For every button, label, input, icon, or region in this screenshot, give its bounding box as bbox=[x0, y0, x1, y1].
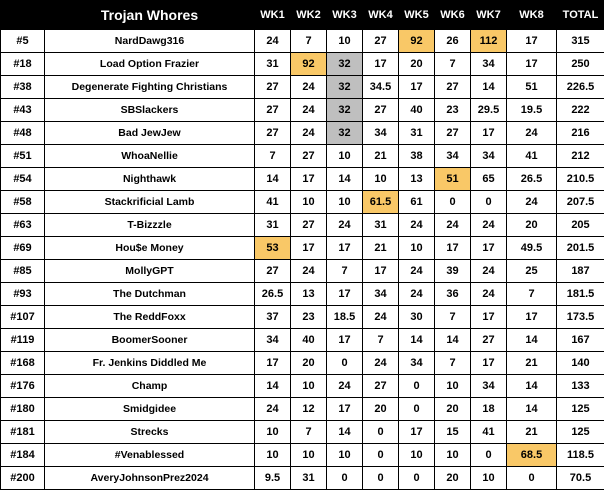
table-row bbox=[1, 467, 604, 490]
week-score-cell: 24 bbox=[363, 306, 399, 329]
table-row bbox=[1, 214, 604, 237]
week-score-cell: 17 bbox=[255, 352, 291, 375]
week-score-cell: 37 bbox=[255, 306, 291, 329]
week-score-cell: 17 bbox=[471, 352, 507, 375]
rank-cell: #119 bbox=[1, 329, 45, 352]
week-score-cell: 34 bbox=[435, 145, 471, 168]
table-row bbox=[1, 421, 604, 444]
week-score-cell: 27 bbox=[255, 260, 291, 283]
week-score-cell: 14 bbox=[399, 329, 435, 352]
table-row bbox=[1, 398, 604, 421]
week-score-cell: 17 bbox=[327, 237, 363, 260]
week-score-cell: 0 bbox=[435, 191, 471, 214]
week-score-cell: 10 bbox=[291, 375, 327, 398]
table-row bbox=[1, 53, 604, 76]
table-row bbox=[1, 237, 604, 260]
team-name-cell: Champ bbox=[45, 375, 255, 398]
table-row bbox=[1, 306, 604, 329]
week-score-cell: 7 bbox=[507, 283, 557, 306]
week-score-cell: 20 bbox=[363, 398, 399, 421]
week-score-cell: 0 bbox=[507, 467, 557, 490]
week-score-cell: 65 bbox=[471, 168, 507, 191]
week-score-cell: 20 bbox=[507, 214, 557, 237]
week-score-cell: 34 bbox=[471, 145, 507, 168]
team-name-cell: T-Bizzzle bbox=[45, 214, 255, 237]
table-row bbox=[1, 99, 604, 122]
week-score-cell: 31 bbox=[363, 214, 399, 237]
week-score-cell: 51 bbox=[507, 76, 557, 99]
standings-body bbox=[1, 30, 604, 490]
week-score-cell: 41 bbox=[255, 191, 291, 214]
week-header: WK2 bbox=[291, 1, 327, 30]
total-cell: 181.5 bbox=[557, 283, 604, 306]
rank-cell: #200 bbox=[1, 467, 45, 490]
total-cell: 133 bbox=[557, 375, 604, 398]
rank-cell: #168 bbox=[1, 352, 45, 375]
total-cell: 315 bbox=[557, 30, 604, 53]
week-score-cell: 7 bbox=[327, 260, 363, 283]
week-score-cell: 24 bbox=[471, 283, 507, 306]
total-cell: 125 bbox=[557, 421, 604, 444]
week-score-cell: 7 bbox=[291, 421, 327, 444]
week-score-cell: 20 bbox=[435, 398, 471, 421]
week-score-cell: 19.5 bbox=[507, 99, 557, 122]
week-score-cell: 17 bbox=[507, 30, 557, 53]
table-row bbox=[1, 168, 604, 191]
week-score-cell: 10 bbox=[471, 467, 507, 490]
rank-cell: #180 bbox=[1, 398, 45, 421]
rank-cell: #5 bbox=[1, 30, 45, 53]
week-score-cell: 32 bbox=[327, 53, 363, 76]
week-score-cell: 34 bbox=[255, 329, 291, 352]
week-score-cell: 10 bbox=[291, 444, 327, 467]
week-score-cell: 9.5 bbox=[255, 467, 291, 490]
week-score-cell: 17 bbox=[507, 53, 557, 76]
rank-cell: #181 bbox=[1, 421, 45, 444]
total-header: TOTAL bbox=[557, 1, 604, 30]
week-score-cell: 15 bbox=[435, 421, 471, 444]
week-score-cell: 68.5 bbox=[507, 444, 557, 467]
week-score-cell: 27 bbox=[471, 329, 507, 352]
week-score-cell: 27 bbox=[435, 76, 471, 99]
team-name-cell: The ReddFoxx bbox=[45, 306, 255, 329]
week-score-cell: 20 bbox=[291, 352, 327, 375]
table-row bbox=[1, 375, 604, 398]
week-score-cell: 17 bbox=[327, 329, 363, 352]
week-score-cell: 31 bbox=[291, 467, 327, 490]
total-cell: 187 bbox=[557, 260, 604, 283]
team-name-cell: The Dutchman bbox=[45, 283, 255, 306]
week-score-cell: 14 bbox=[255, 168, 291, 191]
week-score-cell: 14 bbox=[327, 421, 363, 444]
rank-cell: #58 bbox=[1, 191, 45, 214]
week-score-cell: 27 bbox=[291, 145, 327, 168]
week-score-cell: 24 bbox=[291, 122, 327, 145]
team-name-cell: WhoaNellie bbox=[45, 145, 255, 168]
week-score-cell: 14 bbox=[507, 398, 557, 421]
week-score-cell: 29.5 bbox=[471, 99, 507, 122]
week-score-cell: 17 bbox=[363, 53, 399, 76]
total-cell: 70.5 bbox=[557, 467, 604, 490]
week-score-cell: 34 bbox=[471, 53, 507, 76]
week-score-cell: 17 bbox=[435, 237, 471, 260]
week-score-cell: 0 bbox=[471, 191, 507, 214]
week-score-cell: 92 bbox=[291, 53, 327, 76]
rank-cell: #93 bbox=[1, 283, 45, 306]
header-row bbox=[1, 1, 604, 30]
week-score-cell: 0 bbox=[327, 352, 363, 375]
rank-cell: #54 bbox=[1, 168, 45, 191]
team-name-cell: Hou$e Money bbox=[45, 237, 255, 260]
week-score-cell: 17 bbox=[327, 398, 363, 421]
week-score-cell: 34 bbox=[363, 283, 399, 306]
week-score-cell: 23 bbox=[435, 99, 471, 122]
total-cell: 207.5 bbox=[557, 191, 604, 214]
week-score-cell: 21 bbox=[507, 352, 557, 375]
week-score-cell: 14 bbox=[255, 375, 291, 398]
total-cell: 201.5 bbox=[557, 237, 604, 260]
week-score-cell: 51 bbox=[435, 168, 471, 191]
rank-cell: #85 bbox=[1, 260, 45, 283]
week-score-cell: 31 bbox=[255, 214, 291, 237]
week-score-cell: 34.5 bbox=[363, 76, 399, 99]
week-score-cell: 14 bbox=[507, 329, 557, 352]
rank-cell: #51 bbox=[1, 145, 45, 168]
total-cell: 222 bbox=[557, 99, 604, 122]
week-score-cell: 17 bbox=[327, 283, 363, 306]
week-score-cell: 24 bbox=[399, 260, 435, 283]
team-name-cell: SBSlackers bbox=[45, 99, 255, 122]
week-score-cell: 27 bbox=[435, 122, 471, 145]
rank-cell: #38 bbox=[1, 76, 45, 99]
week-score-cell: 24 bbox=[399, 283, 435, 306]
week-header: WK7 bbox=[471, 1, 507, 30]
week-score-cell: 13 bbox=[399, 168, 435, 191]
rank-cell: #107 bbox=[1, 306, 45, 329]
week-score-cell: 17 bbox=[471, 306, 507, 329]
week-score-cell: 49.5 bbox=[507, 237, 557, 260]
week-score-cell: 10 bbox=[435, 375, 471, 398]
week-score-cell: 24 bbox=[507, 122, 557, 145]
week-score-cell: 27 bbox=[255, 122, 291, 145]
table-row bbox=[1, 283, 604, 306]
week-score-cell: 24 bbox=[327, 375, 363, 398]
total-cell: 226.5 bbox=[557, 76, 604, 99]
table-row bbox=[1, 352, 604, 375]
week-score-cell: 7 bbox=[363, 329, 399, 352]
team-name-cell: NardDawg316 bbox=[45, 30, 255, 53]
week-score-cell: 0 bbox=[363, 421, 399, 444]
week-score-cell: 27 bbox=[255, 76, 291, 99]
week-score-cell: 17 bbox=[363, 260, 399, 283]
week-score-cell: 18 bbox=[471, 398, 507, 421]
total-cell: 167 bbox=[557, 329, 604, 352]
week-score-cell: 32 bbox=[327, 99, 363, 122]
week-score-cell: 17 bbox=[471, 237, 507, 260]
rank-cell: #69 bbox=[1, 237, 45, 260]
week-score-cell: 112 bbox=[471, 30, 507, 53]
week-score-cell: 23 bbox=[291, 306, 327, 329]
week-score-cell: 21 bbox=[507, 421, 557, 444]
total-cell: 125 bbox=[557, 398, 604, 421]
week-score-cell: 7 bbox=[435, 306, 471, 329]
week-score-cell: 26.5 bbox=[507, 168, 557, 191]
week-score-cell: 24 bbox=[399, 214, 435, 237]
week-score-cell: 24 bbox=[435, 214, 471, 237]
total-cell: 205 bbox=[557, 214, 604, 237]
week-score-cell: 40 bbox=[291, 329, 327, 352]
team-name-cell: Load Option Frazier bbox=[45, 53, 255, 76]
week-score-cell: 0 bbox=[327, 467, 363, 490]
week-score-cell: 21 bbox=[363, 237, 399, 260]
team-name-cell: MollyGPT bbox=[45, 260, 255, 283]
week-score-cell: 53 bbox=[255, 237, 291, 260]
team-name-cell: Bad JewJew bbox=[45, 122, 255, 145]
week-score-cell: 20 bbox=[399, 53, 435, 76]
week-score-cell: 18.5 bbox=[327, 306, 363, 329]
week-score-cell: 24 bbox=[327, 214, 363, 237]
table-row bbox=[1, 444, 604, 467]
team-name-cell: BoomerSooner bbox=[45, 329, 255, 352]
week-score-cell: 17 bbox=[291, 237, 327, 260]
week-score-cell: 38 bbox=[399, 145, 435, 168]
table-row bbox=[1, 260, 604, 283]
week-score-cell: 24 bbox=[471, 260, 507, 283]
week-score-cell: 17 bbox=[399, 421, 435, 444]
week-score-cell: 27 bbox=[363, 99, 399, 122]
week-score-cell: 0 bbox=[399, 375, 435, 398]
week-score-cell: 30 bbox=[399, 306, 435, 329]
week-score-cell: 24 bbox=[507, 191, 557, 214]
week-score-cell: 40 bbox=[399, 99, 435, 122]
week-header: WK4 bbox=[363, 1, 399, 30]
week-score-cell: 26 bbox=[435, 30, 471, 53]
team-name-cell: Stackrificial Lamb bbox=[45, 191, 255, 214]
week-score-cell: 32 bbox=[327, 76, 363, 99]
week-score-cell: 39 bbox=[435, 260, 471, 283]
week-score-cell: 34 bbox=[399, 352, 435, 375]
team-name-cell: AveryJohnsonPrez2024 bbox=[45, 467, 255, 490]
week-score-cell: 24 bbox=[255, 398, 291, 421]
team-name-cell: Degenerate Fighting Christians bbox=[45, 76, 255, 99]
week-score-cell: 10 bbox=[435, 444, 471, 467]
total-cell: 216 bbox=[557, 122, 604, 145]
week-score-cell: 10 bbox=[399, 237, 435, 260]
week-score-cell: 24 bbox=[291, 260, 327, 283]
week-score-cell: 0 bbox=[471, 444, 507, 467]
league-title: Trojan Whores bbox=[45, 1, 255, 30]
week-score-cell: 7 bbox=[435, 53, 471, 76]
week-score-cell: 24 bbox=[291, 76, 327, 99]
rank-cell: #48 bbox=[1, 122, 45, 145]
week-header: WK6 bbox=[435, 1, 471, 30]
week-score-cell: 0 bbox=[363, 467, 399, 490]
week-score-cell: 0 bbox=[399, 398, 435, 421]
week-score-cell: 24 bbox=[471, 214, 507, 237]
week-score-cell: 26.5 bbox=[255, 283, 291, 306]
week-score-cell: 17 bbox=[471, 122, 507, 145]
week-score-cell: 10 bbox=[327, 145, 363, 168]
rank-cell: #63 bbox=[1, 214, 45, 237]
team-name-cell: #Venablessed bbox=[45, 444, 255, 467]
week-score-cell: 20 bbox=[435, 467, 471, 490]
week-score-cell: 24 bbox=[255, 30, 291, 53]
week-score-cell: 31 bbox=[255, 53, 291, 76]
table-row bbox=[1, 122, 604, 145]
table-row bbox=[1, 191, 604, 214]
week-score-cell: 17 bbox=[291, 168, 327, 191]
week-score-cell: 24 bbox=[363, 352, 399, 375]
week-score-cell: 7 bbox=[435, 352, 471, 375]
week-score-cell: 61.5 bbox=[363, 191, 399, 214]
rank-cell: #176 bbox=[1, 375, 45, 398]
total-cell: 140 bbox=[557, 352, 604, 375]
week-score-cell: 14 bbox=[327, 168, 363, 191]
table-row bbox=[1, 145, 604, 168]
week-score-cell: 92 bbox=[399, 30, 435, 53]
week-header: WK8 bbox=[507, 1, 557, 30]
week-score-cell: 27 bbox=[291, 214, 327, 237]
total-cell: 173.5 bbox=[557, 306, 604, 329]
table-row bbox=[1, 76, 604, 99]
week-score-cell: 0 bbox=[399, 467, 435, 490]
rank-cell: #18 bbox=[1, 53, 45, 76]
rank-header bbox=[1, 1, 45, 30]
week-score-cell: 25 bbox=[507, 260, 557, 283]
week-score-cell: 14 bbox=[471, 76, 507, 99]
table-row bbox=[1, 329, 604, 352]
week-score-cell: 10 bbox=[363, 168, 399, 191]
week-header: WK1 bbox=[255, 1, 291, 30]
week-score-cell: 14 bbox=[507, 375, 557, 398]
total-cell: 210.5 bbox=[557, 168, 604, 191]
week-score-cell: 27 bbox=[255, 99, 291, 122]
week-score-cell: 10 bbox=[327, 444, 363, 467]
week-header: WK5 bbox=[399, 1, 435, 30]
team-name-cell: Nighthawk bbox=[45, 168, 255, 191]
week-score-cell: 34 bbox=[471, 375, 507, 398]
week-score-cell: 32 bbox=[327, 122, 363, 145]
week-score-cell: 10 bbox=[399, 444, 435, 467]
week-score-cell: 10 bbox=[255, 421, 291, 444]
week-score-cell: 7 bbox=[255, 145, 291, 168]
week-score-cell: 10 bbox=[291, 191, 327, 214]
total-cell: 118.5 bbox=[557, 444, 604, 467]
week-score-cell: 34 bbox=[363, 122, 399, 145]
rank-cell: #184 bbox=[1, 444, 45, 467]
week-score-cell: 31 bbox=[399, 122, 435, 145]
week-score-cell: 13 bbox=[291, 283, 327, 306]
week-score-cell: 21 bbox=[363, 145, 399, 168]
week-score-cell: 24 bbox=[291, 99, 327, 122]
week-score-cell: 27 bbox=[363, 375, 399, 398]
week-header: WK3 bbox=[327, 1, 363, 30]
week-score-cell: 0 bbox=[363, 444, 399, 467]
week-score-cell: 10 bbox=[327, 191, 363, 214]
week-score-cell: 17 bbox=[507, 306, 557, 329]
week-score-cell: 14 bbox=[435, 329, 471, 352]
week-score-cell: 10 bbox=[255, 444, 291, 467]
total-cell: 250 bbox=[557, 53, 604, 76]
week-score-cell: 61 bbox=[399, 191, 435, 214]
week-score-cell: 7 bbox=[291, 30, 327, 53]
rank-cell: #43 bbox=[1, 99, 45, 122]
week-score-cell: 17 bbox=[399, 76, 435, 99]
table-row bbox=[1, 30, 604, 53]
team-name-cell: Fr. Jenkins Diddled Me bbox=[45, 352, 255, 375]
week-score-cell: 41 bbox=[471, 421, 507, 444]
total-cell: 212 bbox=[557, 145, 604, 168]
week-score-cell: 27 bbox=[363, 30, 399, 53]
team-name-cell: Strecks bbox=[45, 421, 255, 444]
week-score-cell: 12 bbox=[291, 398, 327, 421]
week-score-cell: 10 bbox=[327, 30, 363, 53]
team-name-cell: Smidgidee bbox=[45, 398, 255, 421]
week-score-cell: 36 bbox=[435, 283, 471, 306]
week-score-cell: 41 bbox=[507, 145, 557, 168]
